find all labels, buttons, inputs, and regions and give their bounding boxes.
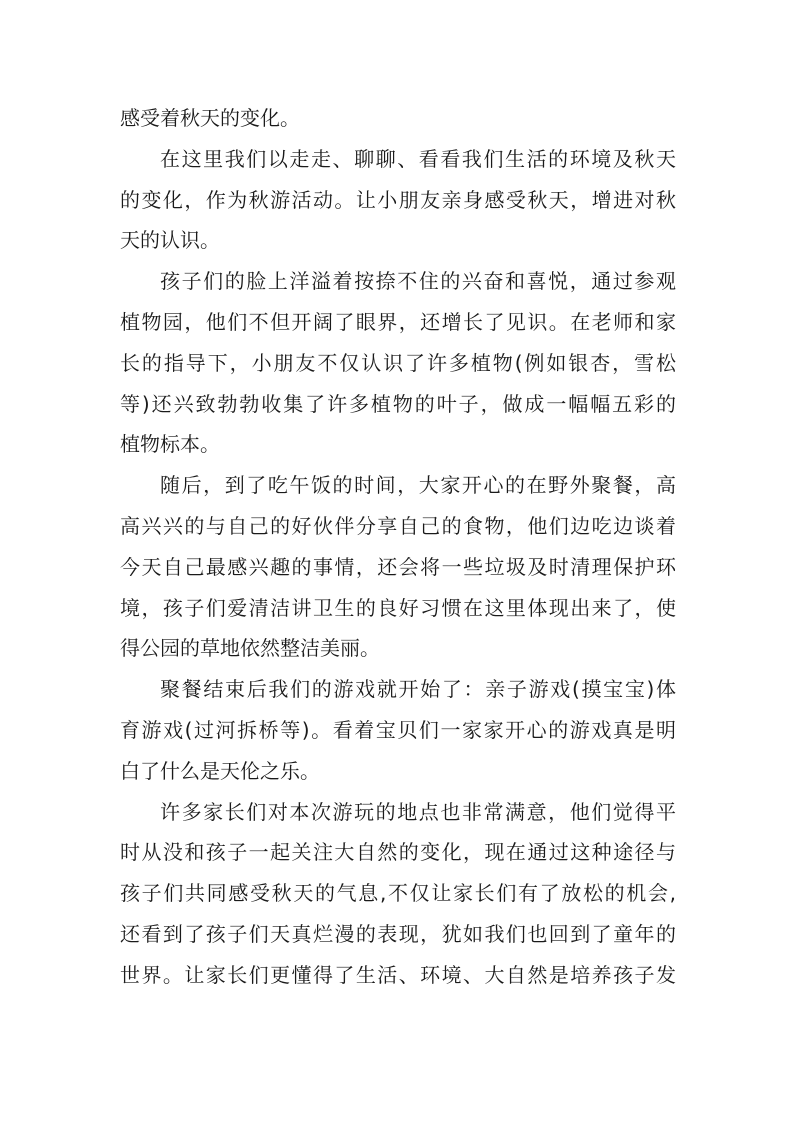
text-line: 聚餐结束后我们的游戏就开始了：亲子游戏(摸宝宝)体 [160, 677, 676, 702]
text-line: 得公园的草地依然整洁美丽。 [120, 636, 380, 661]
text-line: 高兴兴的与自己的好伙伴分享自己的食物，他们边吃边谈着 [120, 513, 676, 538]
text-line: 感受着秋天的变化。 [120, 106, 300, 130]
paragraph [120, 98, 676, 139]
paragraph [120, 669, 676, 791]
text-line: 长的指导下，小朋友不仅认识了许多植物(例如银杏，雪松 [120, 350, 676, 375]
text-line: 的变化，作为秋游活动。让小朋友亲身感受秋天，增进对秋 [120, 187, 676, 212]
text-line: 境，孩子们爱清洁讲卫生的良好习惯在这里体现出来了，使 [120, 595, 676, 620]
text-line: 时从没和孩子一起关注大自然的变化，现在通过这种途径与 [120, 840, 676, 865]
text-line: 还看到了孩子们天真烂漫的表现，犹如我们也回到了童年的 [120, 921, 676, 946]
text-line: 孩子们的脸上洋溢着按捺不住的兴奋和喜悦，通过参观 [160, 269, 676, 294]
text-line: 孩子们共同感受秋天的气息,不仅让家长们有了放松的机会, [120, 881, 676, 906]
text-line: 在这里我们以走走、聊聊、看看我们生活的环境及秋天 [160, 146, 676, 171]
text-line: 天的认识。 [120, 228, 220, 253]
text-line: 等)还兴致勃勃收集了许多植物的叶子，做成一幅幅五彩的 [120, 391, 676, 416]
text-line: 植物标本。 [120, 432, 220, 457]
text-line: 世界。让家长们更懂得了生活、环境、大自然是培养孩子发 [120, 962, 676, 987]
paragraph [120, 465, 676, 669]
body-text [120, 98, 676, 996]
text-line: 随后，到了吃午饭的时间，大家开心的在野外聚餐，高 [160, 473, 676, 498]
paragraph [120, 792, 676, 996]
text-line: 育游戏(过河拆桥等)。看着宝贝们一家家开心的游戏真是明 [120, 717, 676, 742]
text-line: 白了什么是天伦之乐。 [120, 758, 320, 783]
paragraph [120, 139, 676, 261]
text-line: 许多家长们对本次游玩的地点也非常满意，他们觉得平 [160, 799, 676, 824]
paragraph [120, 261, 676, 465]
text-line: 植物园，他们不但开阔了眼界，还增长了见识。在老师和家 [120, 309, 676, 334]
text-line: 今天自己最感兴趣的事情，还会将一些垃圾及时清理保护环 [120, 554, 676, 579]
